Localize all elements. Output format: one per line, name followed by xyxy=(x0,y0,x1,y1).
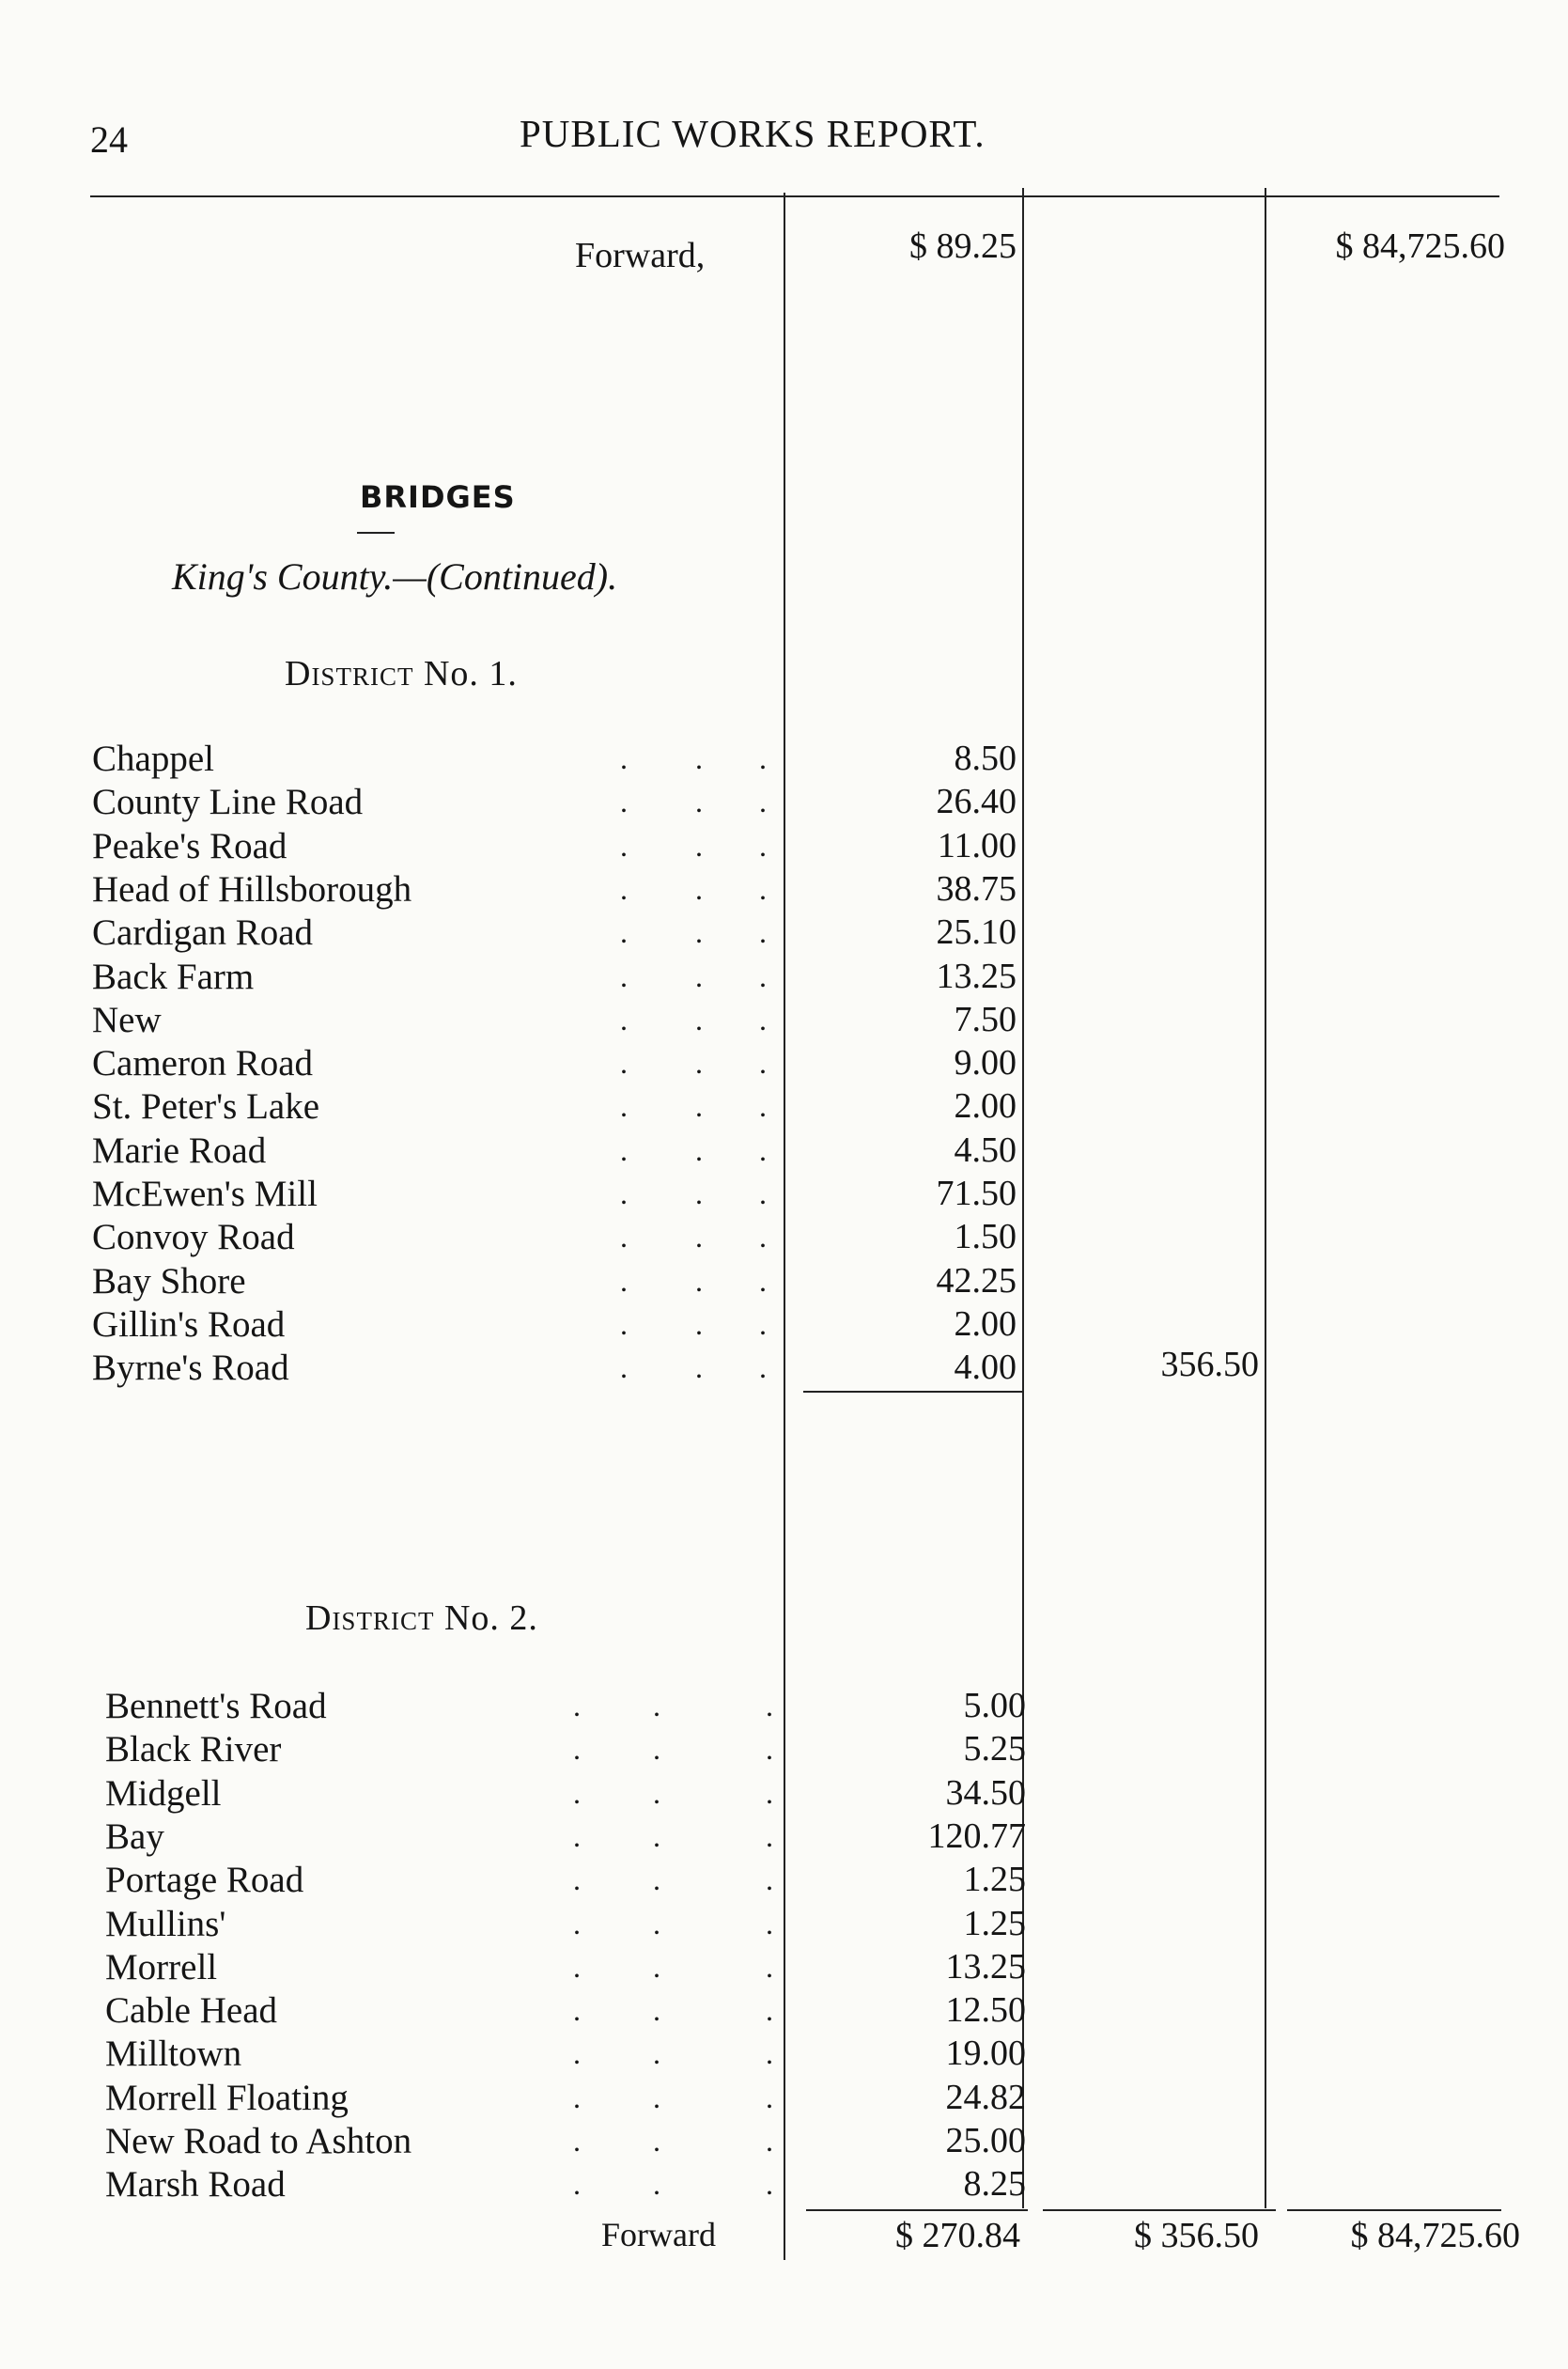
forward-bottom-col1: $ 270.84 xyxy=(895,2216,1020,2255)
district-2-number: No. 2. xyxy=(443,1598,538,1638)
row-name: Convoy Road xyxy=(92,1217,295,1258)
row-name: Milltown xyxy=(105,2034,242,2075)
row-amount: 9.00 xyxy=(954,1043,1017,1083)
row-name: Byrne's Road xyxy=(92,1348,289,1389)
row-amount: 5.25 xyxy=(963,1729,1026,1769)
header-rule xyxy=(90,195,1499,197)
row-amount: 2.00 xyxy=(954,1303,1017,1344)
row-name: Peake's Road xyxy=(92,825,287,866)
row-amount: 8.50 xyxy=(954,739,1017,778)
page-number: 24 xyxy=(90,118,128,161)
district-1-heading xyxy=(285,653,518,694)
row-name: Portage Road xyxy=(105,1860,304,1901)
row-name: Cardigan Road xyxy=(92,912,314,954)
row-amount: 26.40 xyxy=(936,782,1017,822)
forward-bottom-rule-2 xyxy=(1043,2209,1276,2211)
row-amount: 5.00 xyxy=(963,1686,1026,1725)
row-amount: 19.00 xyxy=(945,2034,1026,2074)
column-rule-1-left xyxy=(784,193,785,2260)
row-amount: 7.50 xyxy=(954,999,1017,1039)
row-name: County Line Road xyxy=(92,782,364,823)
row-amount: 25.00 xyxy=(945,2121,1026,2160)
forward-top-label: Forward, xyxy=(575,236,706,275)
row-name: Black River xyxy=(105,1729,282,1770)
row-amount: 8.25 xyxy=(963,2164,1026,2205)
row-name: New Road to Ashton xyxy=(105,2121,412,2161)
forward-bottom-rule-1 xyxy=(806,2209,1028,2211)
row-name: St. Peter's Lake xyxy=(92,1086,320,1128)
row-name: New xyxy=(92,999,162,1040)
forward-bottom-label: Forward xyxy=(601,2216,716,2253)
row-name: Chappel xyxy=(92,739,214,779)
district-1-sum-rule xyxy=(803,1391,1024,1393)
row-amount: 1.50 xyxy=(954,1217,1017,1257)
row-name: Cable Head xyxy=(105,1990,278,2032)
district-1-number: No. 1. xyxy=(423,654,518,694)
row-amount: 11.00 xyxy=(937,825,1017,865)
row-amount: 71.50 xyxy=(936,1174,1017,1213)
row-name: McEwen's Mill xyxy=(92,1174,318,1214)
row-amount: 34.50 xyxy=(945,1772,1026,1813)
row-name: Morrell Floating xyxy=(105,2077,349,2118)
district-1-total: 356.50 xyxy=(1160,1345,1259,1384)
column-rule-2-right xyxy=(1265,188,1266,2208)
page-title: PUBLIC WORKS REPORT. xyxy=(520,112,986,155)
row-amount: 2.00 xyxy=(954,1086,1017,1127)
row-amount: 25.10 xyxy=(936,912,1017,953)
row-name: Marie Road xyxy=(92,1130,267,1171)
forward-top-col1: $ 89.25 xyxy=(909,226,1017,266)
forward-bottom-col2: $ 356.50 xyxy=(1134,2216,1259,2255)
row-amount: 120.77 xyxy=(927,1816,1026,1856)
row-name: Midgell xyxy=(105,1772,222,1814)
row-name: Gillin's Road xyxy=(92,1303,286,1345)
forward-bottom-col3: $ 84,725.60 xyxy=(1350,2216,1520,2255)
row-amount: 24.82 xyxy=(945,2077,1026,2117)
district-2-heading xyxy=(305,1598,538,1639)
row-name: Bennett's Road xyxy=(105,1686,327,1726)
section-title: BRIDGES xyxy=(360,479,516,515)
county-subtitle: King's County.—(Continued). xyxy=(172,555,618,598)
row-name: Bay Shore xyxy=(92,1260,246,1301)
row-amount: 38.75 xyxy=(936,868,1017,909)
row-name: Marsh Road xyxy=(105,2164,286,2205)
section-title-underline xyxy=(357,532,395,534)
row-name: Morrell xyxy=(105,1946,218,1987)
row-amount: 4.00 xyxy=(954,1348,1017,1388)
row-amount: 42.25 xyxy=(936,1260,1017,1301)
row-name: Cameron Road xyxy=(92,1043,314,1084)
row-name: Head of Hillsborough xyxy=(92,868,412,910)
row-amount: 4.50 xyxy=(954,1130,1017,1170)
row-amount: 1.25 xyxy=(963,1860,1026,1900)
row-amount: 12.50 xyxy=(945,1990,1026,2031)
row-name: Back Farm xyxy=(92,956,255,997)
row-name: Bay xyxy=(105,1816,164,1857)
row-amount: 13.25 xyxy=(936,956,1017,996)
row-amount: 1.25 xyxy=(963,1903,1026,1943)
row-amount: 13.25 xyxy=(945,1946,1026,1987)
forward-bottom-rule-3 xyxy=(1287,2209,1501,2211)
district-2-word: District xyxy=(305,1598,435,1638)
forward-top-col3: $ 84,725.60 xyxy=(1335,226,1505,266)
row-name: Mullins' xyxy=(105,1903,226,1944)
district-1-word: District xyxy=(285,654,414,694)
